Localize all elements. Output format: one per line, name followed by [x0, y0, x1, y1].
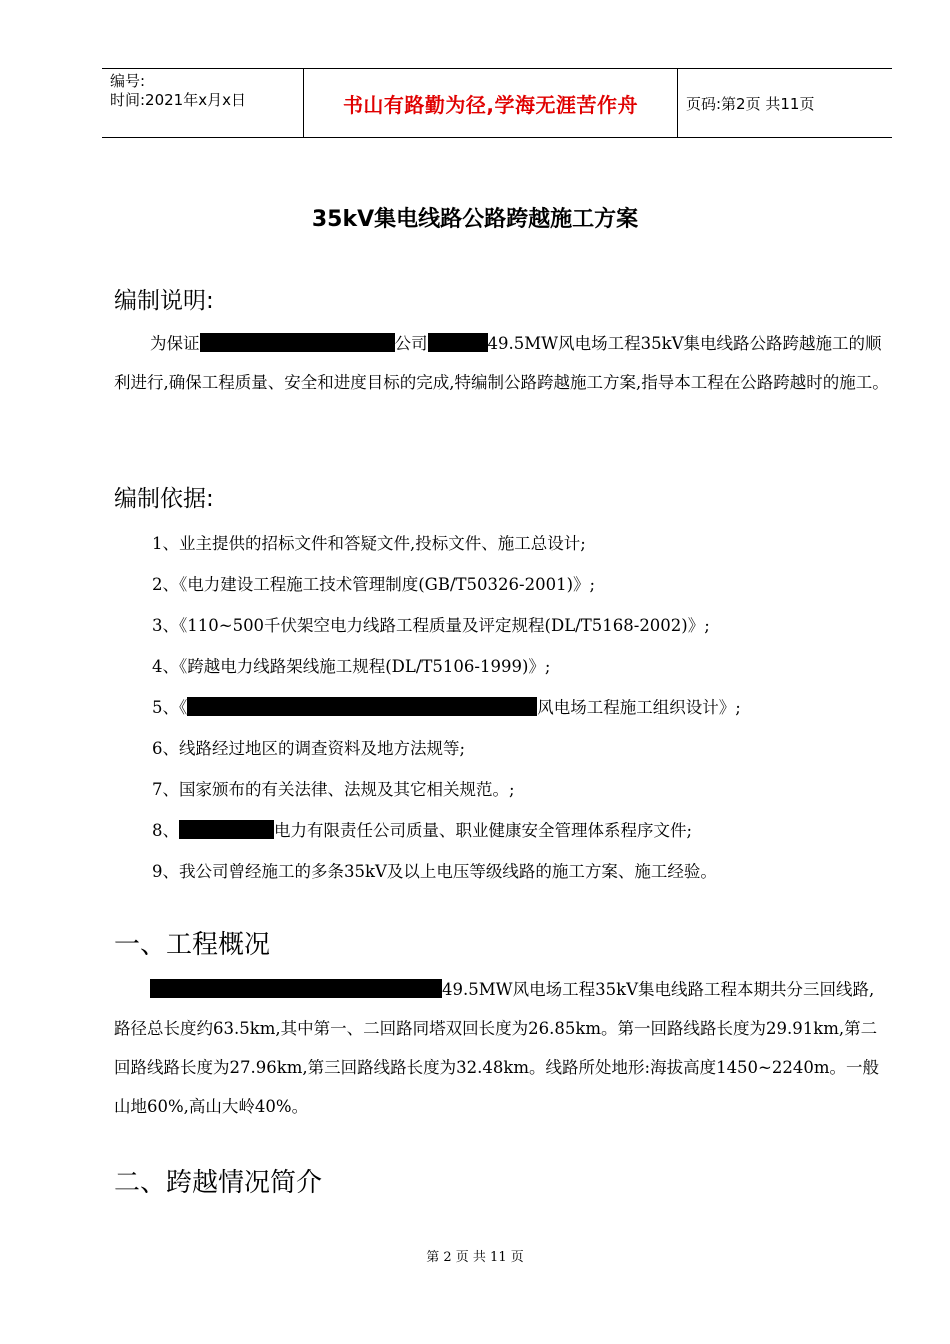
section-heading-overview: 一、工程概况	[114, 930, 271, 960]
page-header	[102, 68, 892, 138]
list-item: 4、《跨越电力线路架线施工规程(DL/T5106-1999)》;	[152, 657, 551, 676]
document-title: 35kV集电线路公路跨越施工方案	[311, 207, 639, 232]
explanation-text-part3: 49.5MW风电场工程35kV集电线路公路跨越施工的顺利进行,确保工程质量、安全和进度目标的完成,特编制公路跨越施工方案,指导本工程在公路跨越时的施工。	[114, 334, 889, 392]
redaction-box	[200, 333, 395, 352]
list-item: 7、国家颁布的有关法律、法规及其它相关规范。;	[152, 780, 515, 799]
number-label: 编号:	[110, 72, 146, 90]
list-item: 6、线路经过地区的调查资料及地方法规等;	[152, 739, 466, 758]
header-motto: 书山有路勤为径,学海无涯苦作舟	[304, 69, 678, 137]
list-item: 2、《电力建设工程施工技术管理制度(GB/T50326-2001)》;	[152, 575, 596, 594]
section-heading-basis: 编制依据:	[114, 486, 214, 512]
redaction-box	[187, 697, 537, 716]
header-meta	[102, 69, 304, 137]
list-item: 1、业主提供的招标文件和答疑文件,投标文件、施工总设计;	[152, 534, 586, 553]
list-item: 5、《 风电场工程施工组织设计》;	[152, 698, 741, 717]
redaction-box	[428, 333, 488, 352]
page-footer: 第 2 页 共 11 页	[426, 1250, 524, 1265]
section-heading-explanation: 编制说明:	[114, 288, 214, 314]
explanation-paragraph	[114, 324, 890, 402]
redaction-box	[179, 820, 274, 839]
list-item: 9、我公司曾经施工的多条35kV及以上电压等级线路的施工方案、施工经验。	[152, 862, 717, 881]
overview-text: 49.5MW风电场工程35kV集电线路工程本期共分三回线路,路径总长度约63.5km,其中第一、二回路同塔双回长度为26.85km。第一回路线路长度为29.91km,第二回路线路长度为27.96km,第三回路线路长度为32.48km。线路所处地形:海拔高度1450~2240m。一般山地60%,高山大岭40%。	[114, 980, 880, 1116]
list-item: 3、《110~500千伏架空电力线路工程质量及评定规程(DL/T5168-2002)》;	[152, 616, 710, 635]
header-page-info: 页码:第2页 共11页	[686, 94, 815, 113]
explanation-text-part2: 公司	[394, 334, 428, 353]
list-item: 8、 电力有限责任公司质量、职业健康安全管理体系程序文件;	[152, 821, 693, 840]
section-heading-crossing: 二、跨越情况简介	[114, 1168, 323, 1198]
overview-paragraph	[114, 970, 890, 1126]
redaction-box	[150, 979, 442, 998]
time-label: 时间:2021年x月x日	[110, 91, 246, 109]
basis-list	[152, 528, 892, 897]
explanation-text-part1: 为保证	[150, 334, 200, 353]
